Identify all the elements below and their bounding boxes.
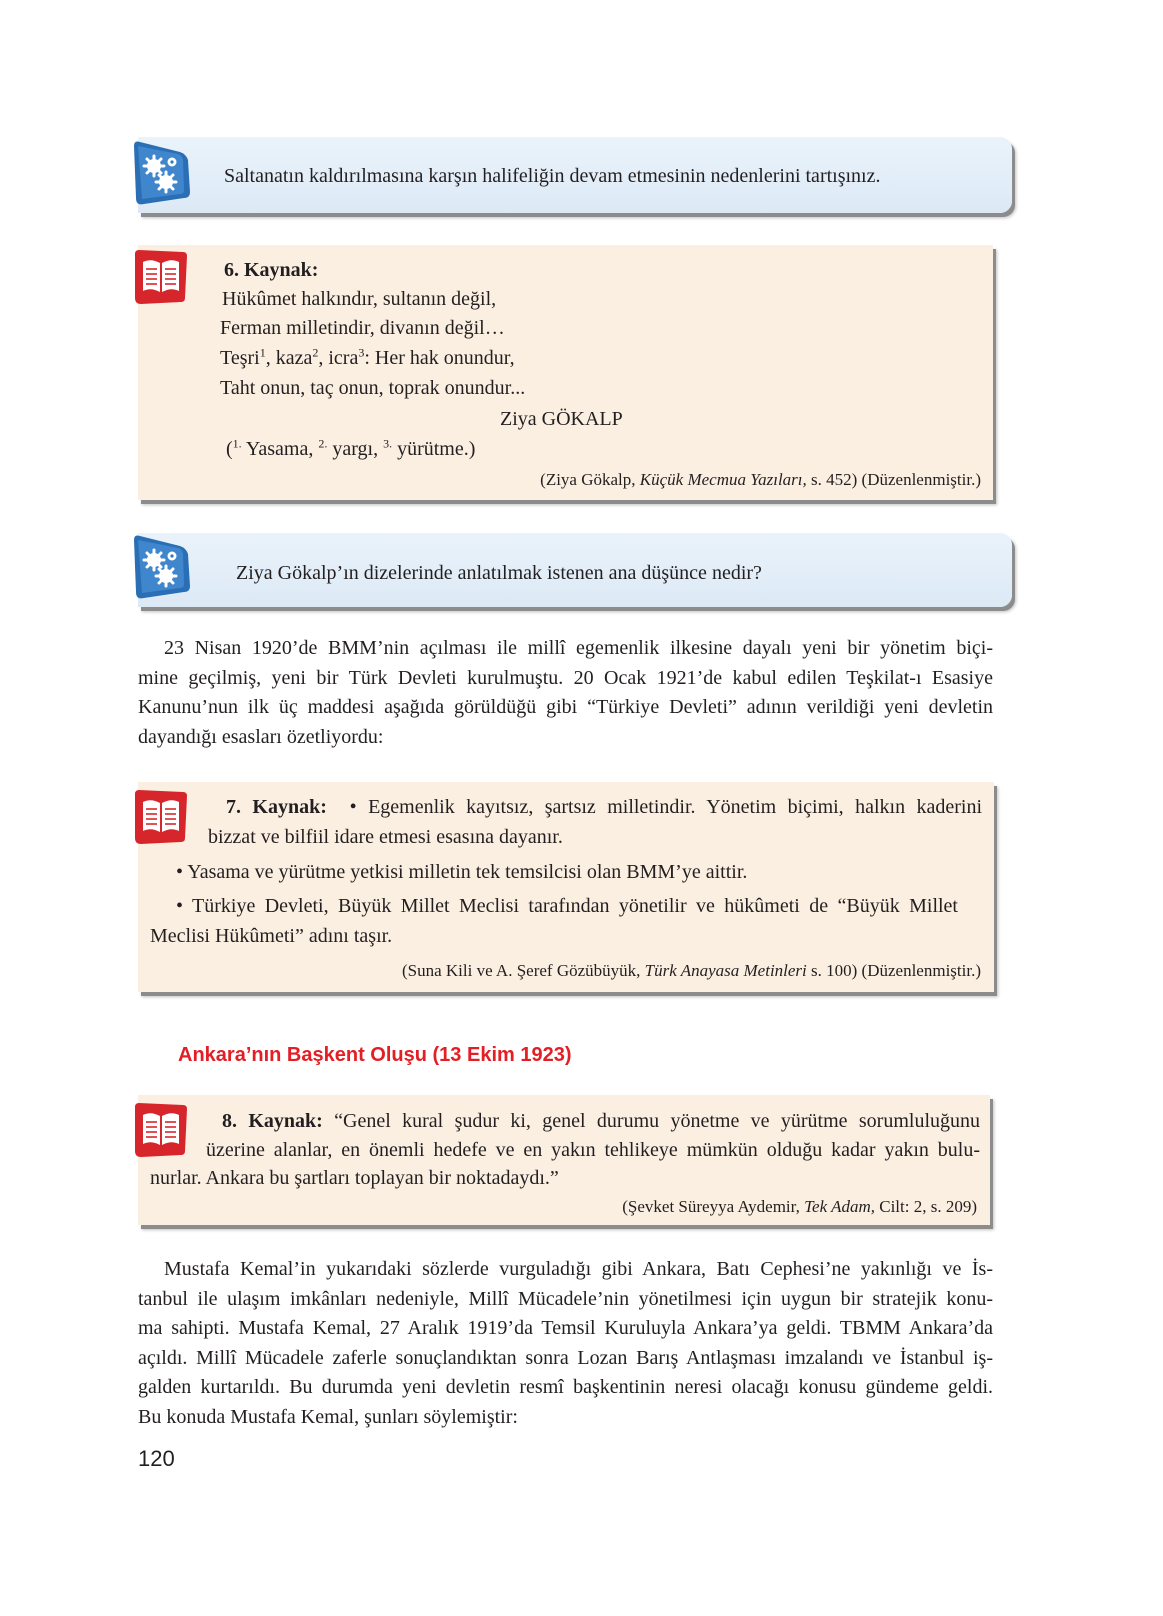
source-7-line-1: 7. Kaynak: • Egemenlik kayıtsız, şartsız milletindir. Yönetim biçimi, halkın kaderini [226,796,982,818]
source-6-line-2: Ferman milletindir, divanın değil… [220,317,505,339]
source-8-citation: (Şevket Süreyya Aydemir, Tek Adam, Cilt: 2, s. 209) [622,1197,977,1216]
source-8-line-1: 8. Kaynak: “Genel kural şudur ki, genel durumu yönetme ve yürütme sorumluluğunu [222,1110,980,1132]
source-8-line-2: üzerine alanlar, en önemli hedefe ve en yakın tehlikeye mümkün olduğu kadar yakın bulu- [206,1139,980,1161]
source-7-line-3: • Yasama ve yürütme yetkisi milletin tek temsilcisi olan BMM’ye aittir. [176,861,748,883]
gears-icon [130,534,194,606]
source-7-line-2: bizzat ve bilfiil idare etmesi esasına dayanır. [208,826,563,848]
paragraph-line: dayandığı esasları özetliyordu: [138,725,384,748]
paragraph-line: tanbul ile ulaşım imkânları nedeniyle, Millî Mücadele’nin yönetilmesi için uygun bir stratejik konu- [138,1287,993,1310]
question-1-text: Saltanatın kaldırılmasına karşın halifeliğin devam etmesinin nedenlerini tartışınız. [224,165,881,187]
paragraph-1 [138,634,993,752]
paragraph-2 [138,1255,993,1432]
paragraph-line: açıldı. Millî Mücadele zaferle sonuçlandıktan sonra Lozan Barış Antlaşması imzalandı ve İstanbul iş- [138,1346,993,1369]
source-8-line-3: nurlar. Ankara bu şartları toplayan bir noktadaydı.” [150,1167,559,1189]
source-7-citation: (Suna Kili ve A. Şeref Gözübüyük, Türk Anayasa Metinleri s. 100) (Düzenlenmiştir.) [401,961,981,980]
source-7-line-4: • Türkiye Devleti, Büyük Millet Meclisi tarafından yönetilir ve hükûmeti de “Büyük Millet [176,895,958,917]
source-6-title: 6. Kaynak: [224,259,319,281]
source-6-line-4: Taht onun, taç onun, toprak onundur... [220,377,526,399]
paragraph-line: Kanunu’nun ilk üç maddesi aşağıda görüldüğü gibi “Türkiye Devleti” adının verildiği yeni devletin [138,696,993,718]
source-6-line-3: Teşri$^1$, kaza$^2$, icra$^3$: Her hak onundur, [220,345,515,369]
gears-icon [130,140,194,212]
paragraph-line: galden kurtarıldı. Bu durumda yeni devletin resmî başkentinin neresi olacağı konusu gündeme geldi. [138,1376,993,1398]
book-icon [133,250,189,304]
paragraph-line: mine geçilmiş, yeni bir Türk Devleti kurulmuştu. 20 Ocak 1921’de kabul edilen Teşkilat-ı Esasiye [138,666,993,689]
paragraph-line: ma sahipti. Mustafa Kemal, 27 Aralık 1919’da Temsil Kuruluyla Ankara’ya geldi. TBMM Ankara’da [138,1317,993,1339]
source-7-line-5: Meclisi Hükûmeti” adını taşır. [150,925,393,947]
source-6-citation: (Ziya Gökalp, Küçük Mecmua Yazıları, s. 452) (Düzenlenmiştir.) [540,470,981,489]
source-6-author: Ziya GÖKALP [500,408,623,430]
source-6-line-1: Hükûmet halkındır, sultanın değil, [222,288,497,310]
source-6-notes: ($^{1.}$ Yasama, $^{2.}$ yargı, $^{3.}$ yürütme.) [226,436,476,460]
book-icon [133,1103,189,1157]
book-icon [133,790,189,844]
paragraph-line: 23 Nisan 1920’de BMM’nin açılması ile millî egemenlik ilkesine dayalı yeni bir yönetim biçi- [164,637,993,659]
question-2-text: Ziya Gökalp’ın dizelerinde anlatılmak istenen ana düşünce nedir? [236,562,762,584]
section-heading: Ankara’nın Başkent Oluşu (13 Ekim 1923) [178,1044,572,1066]
page-number: 120 [138,1446,175,1471]
paragraph-line: Bu konuda Mustafa Kemal, şunları söylemiştir: [138,1405,518,1428]
paragraph-line: Mustafa Kemal’in yukarıdaki sözlerde vurguladığı gibi Ankara, Batı Cephesi’ne yakınlığı ve İs- [164,1258,993,1280]
